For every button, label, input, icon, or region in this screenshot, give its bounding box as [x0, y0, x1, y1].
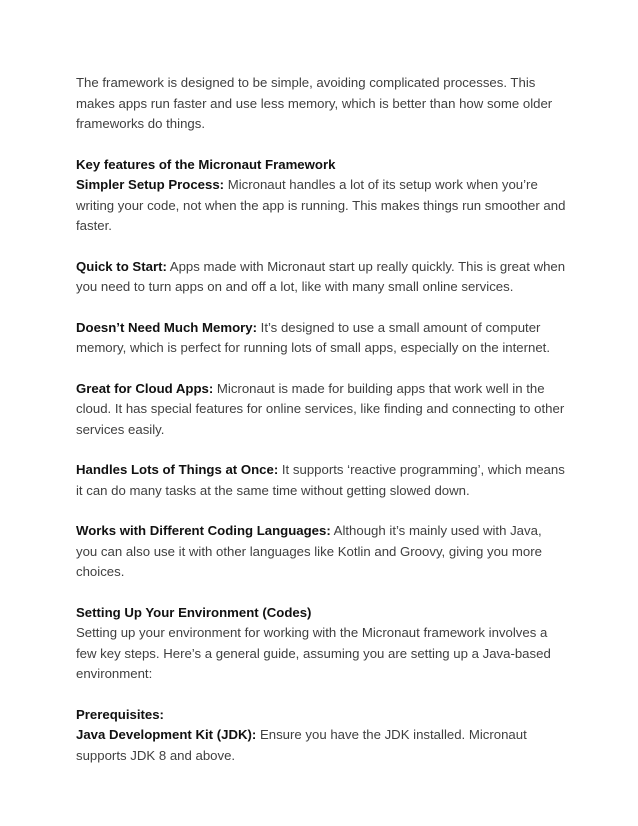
setup-section	[76, 603, 566, 685]
feature-text: Although it’s mainly used with Java, you can also use it with other languages like Kotlin and Groovy, giving you more choices.	[76, 523, 542, 579]
prerequisite-term: Java Development Kit (JDK):	[76, 727, 257, 742]
feature-term: Handles Lots of Things at Once:	[76, 462, 279, 477]
feature-item-languages	[76, 521, 566, 583]
feature-text: It supports ‘reactive programming’, which means it can do many tasks at the same time without getting slowed down.	[76, 462, 565, 498]
feature-item-memory	[76, 318, 566, 359]
feature-text: It’s designed to use a small amount of computer memory, which is perfect for running lots of small apps, especially on the internet.	[76, 319, 550, 355]
prerequisites-heading: Prerequisites:	[76, 706, 164, 722]
feature-term: Simpler Setup Process:	[76, 177, 225, 192]
feature-term: Doesn’t Need Much Memory:	[76, 319, 257, 335]
intro-paragraph: The framework is designed to be simple, avoiding complicated processes. This makes apps run faster and use less memory, which is better than how some older frameworks do things.	[76, 75, 553, 131]
prerequisite-text: Ensure you have the JDK installed. Micronaut supports JDK 8 and above.	[76, 727, 527, 763]
feature-term: Works with Different Coding Languages:	[76, 523, 331, 538]
feature-term: Great for Cloud Apps:	[76, 380, 214, 396]
feature-item-simpler-setup	[76, 175, 566, 237]
feature-item-cloud	[76, 379, 566, 441]
feature-text: Micronaut handles a lot of its setup work when you’re writing your code, not when the app is running. This makes things run smoother and faster.	[76, 177, 566, 233]
setup-heading: Setting Up Your Environment (Codes)	[76, 604, 312, 620]
prerequisite-item-jdk	[76, 725, 566, 766]
feature-item-quick-start	[76, 257, 566, 298]
prerequisites-section	[76, 705, 566, 767]
features-heading: Key features of the Micronaut Framework	[76, 156, 336, 172]
document-page	[76, 73, 566, 786]
features-section	[76, 155, 566, 237]
feature-item-reactive	[76, 460, 566, 501]
feature-text: Apps made with Micronaut start up really quickly. This is great when you need to turn apps on and off a lot, like with many small online services.	[76, 258, 566, 294]
setup-paragraph: Setting up your environment for working with the Micronaut framework involves a few key steps. Here’s a general guide, assuming you are setting up a Java-based environment:	[76, 625, 551, 681]
feature-term: Quick to Start:	[76, 258, 167, 274]
feature-text: Micronaut is made for building apps that work well in the cloud. It has special features for online services, like finding and connecting to other services easily.	[76, 380, 565, 437]
